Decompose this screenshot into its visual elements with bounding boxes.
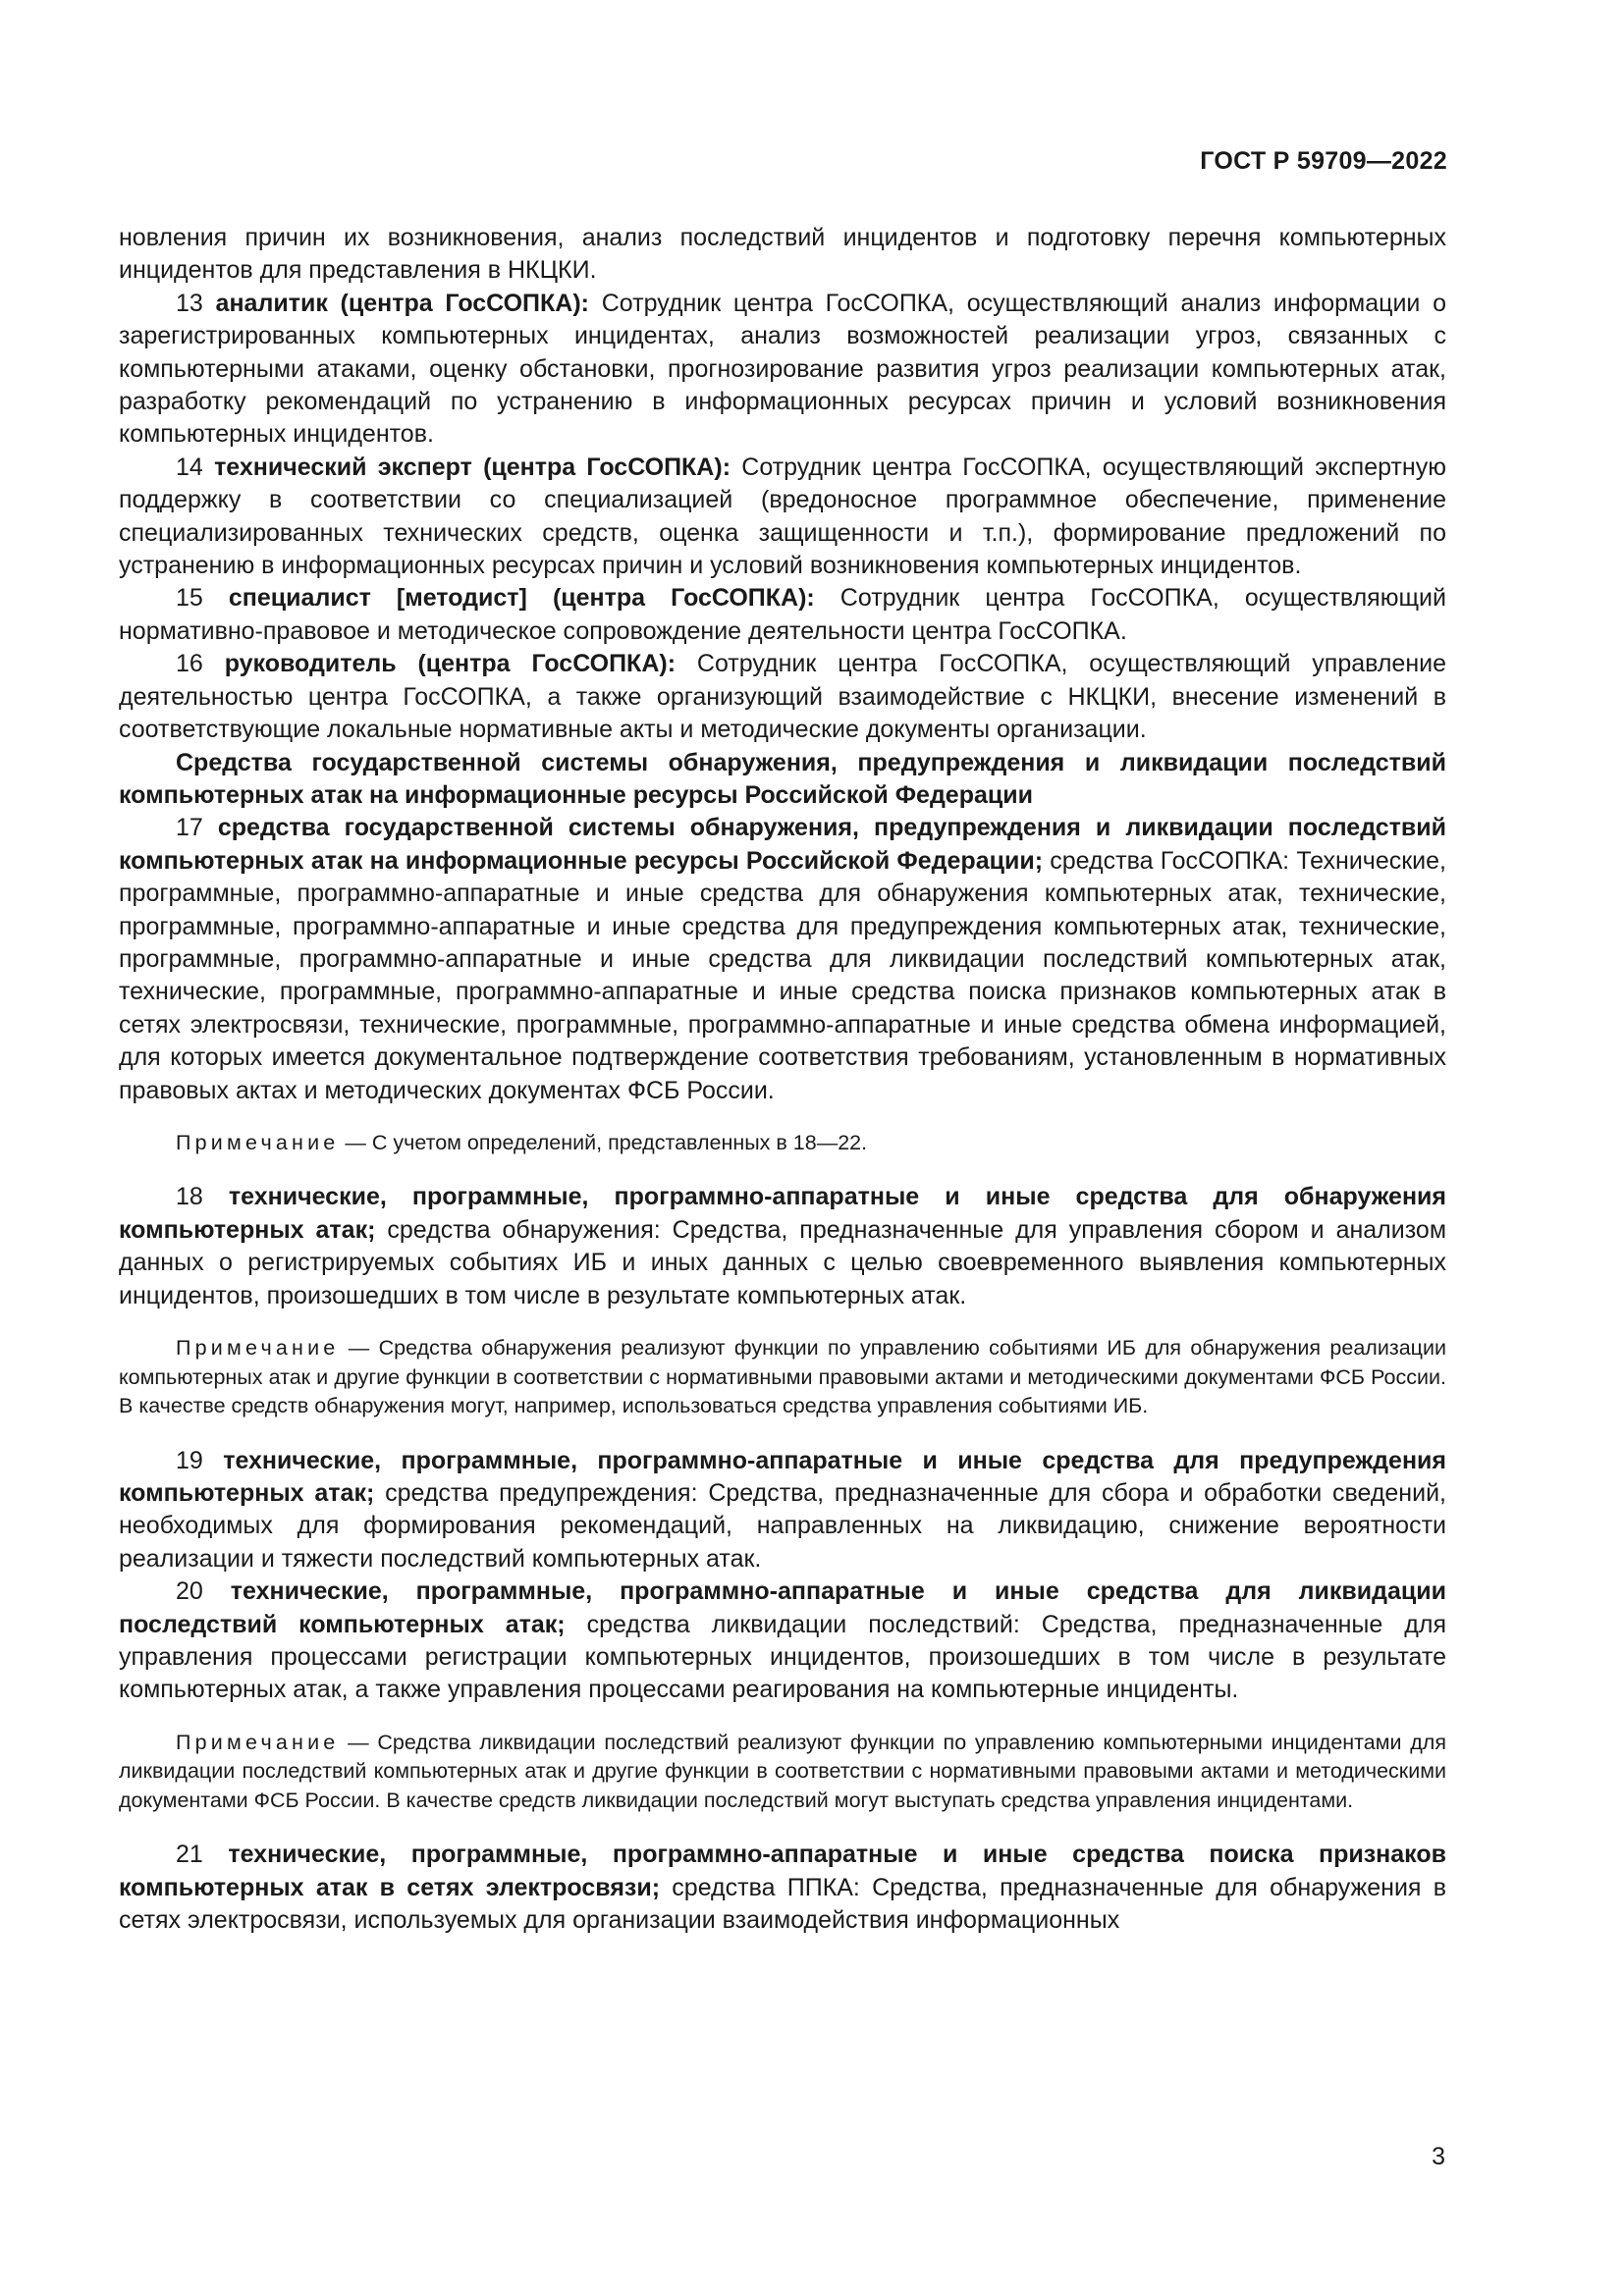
term-14: 14 технический эксперт (центра ГосСОПКА): Сотрудник центра ГосСОПКА, осуществляющий экспертную поддержку в соответствии со специализацией (вредоносное программное обеспечение, применение специализированных технических средств, оценка защищенности и т.п.), формирование предложений по устранению в информационных ресурсах причин и условий возникновения компьютерных инцидентов. (119, 453, 1446, 580)
term-title: технические, программные, программно-аппаратные и иные средства для обнаружения компьютерных атак; (119, 1183, 1446, 1244)
page-number: 3 (1432, 2143, 1445, 2170)
term-title: технические, программные, программно-аппаратные и иные средства поиска признаков компьютерных атак в сетях электросвязи; (119, 1841, 1446, 1901)
term-17: 17 средства государственной системы обнаружения, предупреждения и ликвидации последствий компьютерных атак на информационные ресурсы Российской Федерации; средства ГосСОПКА: Технические, программные, программно-аппаратные и иные средства для обнаружения компьютерных атак, технические, программные, программно-аппаратные и иные средства для предупреждения компьютерных атак, технические, программные, программно-аппаратные и иные средства для ликвидации последствий компьютерных атак, технические, программные, программно-аппаратные и иные средства поиска признаков компьютерных атак в сетях электросвязи, технические, программные, программно-аппаратные и иные средства обмена информацией, для которых имеется документальное подтверждение соответствия требованиям, установленным в нормативных правовых актах и методических документах ФСБ России. (119, 814, 1446, 1104)
document-body (119, 222, 1446, 1938)
section-heading: Средства государственной системы обнаружения, предупреждения и ликвидации последствий компьютерных атак на информационные ресурсы Российской Федерации (119, 748, 1446, 809)
note: Примечание — Средства ликвидации последствий реализуют функции по управлению компьютерными инцидентами для ликвидации последствий компьютерных атак и другие функции в соответствии с нормативными правовыми актами и методическими документами ФСБ России. В качестве средств ликвидации последствий могут выступать средства управления инцидентами. (119, 1730, 1446, 1812)
paragraph-continuation: новления причин их возникновения, анализ последствий инцидентов и подготовку перечня компьютерных инцидентов для представления в НКЦКИ. (119, 224, 1446, 285)
term-title: аналитик (центра ГосСОПКА): (215, 289, 589, 317)
term-15: 15 специалист [методист] (центра ГосСОПКА): Сотрудник центра ГосСОПКА, осуществляющий нормативно-правовое и методическое сопровождение деятельности центра ГосСОПКА. (119, 584, 1446, 645)
note-label: Примечание (176, 1130, 340, 1154)
term-20: 20 технические, программные, программно-аппаратные и иные средства для ликвидации последствий компьютерных атак; средства ликвидации последствий: Средства, предназначенные для управления процессами регистрации компьютерных инцидентов, произошедших в том числе в результате компьютерных атак, а также управления процессами реагирования на компьютерные инциденты. (119, 1577, 1446, 1704)
note: Примечание — Средства обнаружения реализуют функции по управлению событиями ИБ для обнаружения реализации компьютерных атак и другие функции в соответствии с нормативными правовыми актами и методическими документами ФСБ России. В качестве средств обнаружения могут, например, использоваться средства управления событиями ИБ. (119, 1336, 1446, 1418)
term-13: 13 аналитик (центра ГосСОПКА): Сотрудник центра ГосСОПКА, осуществляющий анализ информации о зарегистрированных компьютерных инцидентах, анализ возможностей реализации угроз, связанных с компьютерными атаками, оценку обстановки, прогнозирование развития угроз реализации компьютерных атак, разработку рекомендаций по устранению в информационных ресурсах причин и условий возникновения компьютерных инцидентов. (119, 289, 1447, 449)
term-title: технический эксперт (центра ГосСОПКА): (214, 453, 731, 481)
note-label: Примечание (176, 1336, 340, 1361)
term-19: 19 технические, программные, программно-аппаратные и иные средства для предупреждения компьютерных атак; средства предупреждения: Средства, предназначенные для сбора и обработки сведений, необходимых для формирования рекомендаций, направленных на ликвидацию, снижение вероятности реализации и тяжести последствий компьютерных атак. (119, 1446, 1446, 1573)
term-18: 18 технические, программные, программно-аппаратные и иные средства для обнаружения компьютерных атак; средства обнаружения: Средства, предназначенные для управления сбором и анализом данных о регистрируемых событиях ИБ и иных данных с целью своевременного выявления компьютерных инцидентов, произошедших в том числе в результате компьютерных атак. (119, 1183, 1447, 1309)
note: Примечание — С учетом определений, представленных в 18—22. (176, 1130, 868, 1154)
term-21: 21 технические, программные, программно-аппаратные и иные средства поиска признаков компьютерных атак в сетях электросвязи; средства ППКА: Средства, предназначенные для обнаружения в сетях электросвязи, используемых для организации взаимодействия информационных (119, 1841, 1446, 1935)
term-title: технические, программные, программно-аппаратные и иные средства для ликвидации последствий компьютерных атак; (119, 1577, 1446, 1638)
term-title: технические, программные, программно-аппаратные и иные средства для предупреждения компьютерных атак; (119, 1446, 1446, 1507)
term-title: средства государственной системы обнаружения, предупреждения и ликвидации последствий компьютерных атак на информационные ресурсы Российской Федерации; (119, 814, 1446, 875)
term-title: специалист [методист] (центра ГосСОПКА): (228, 584, 815, 613)
document-header: ГОСТ Р 59709—2022 (1200, 147, 1447, 175)
note-label: Примечание (176, 1730, 340, 1754)
term-16: 16 руководитель (центра ГосСОПКА): Сотрудник центра ГосСОПКА, осуществляющий управление деятельностью центра ГосСОПКА, а также организующий взаимодействие с НКЦКИ, внесение изменений в соответствующие локальные нормативные акты и методические документы организации. (119, 650, 1447, 744)
term-title: руководитель (центра ГосСОПКА): (224, 650, 677, 678)
